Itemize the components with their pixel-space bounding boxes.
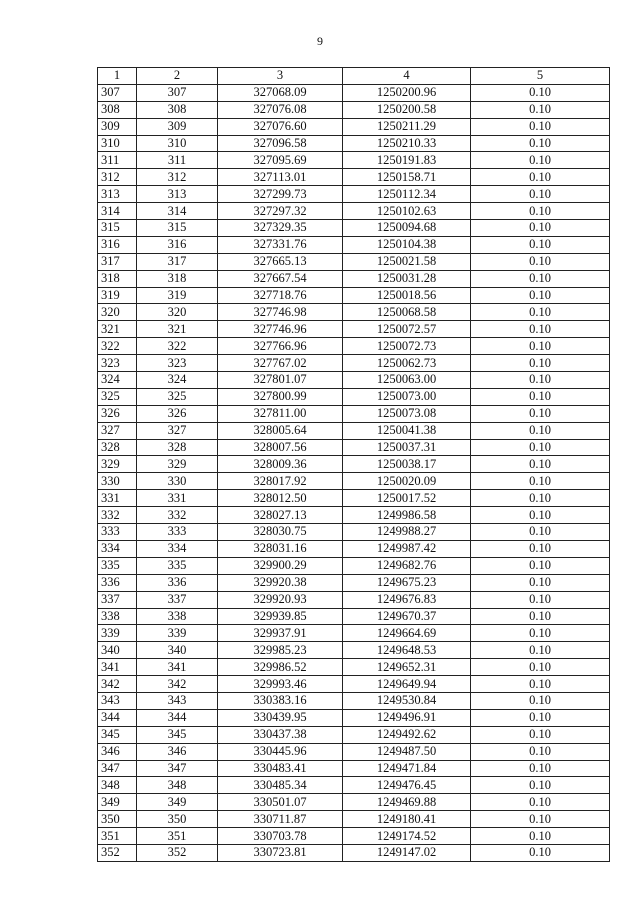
table-cell: 328027.13 <box>218 507 343 524</box>
table-row <box>98 101 610 118</box>
table-cell: 317 <box>98 253 137 270</box>
table-cell: 307 <box>137 84 218 101</box>
table-row <box>98 405 610 422</box>
table-cell: 1249492.62 <box>343 726 471 743</box>
header-row <box>98 68 610 85</box>
table-cell: 348 <box>137 777 218 794</box>
table-cell: 0.10 <box>471 540 610 557</box>
table-cell: 1249471.84 <box>343 760 471 777</box>
table-cell: 1249676.83 <box>343 591 471 608</box>
table-cell: 0.10 <box>471 828 610 845</box>
table-cell: 334 <box>98 540 137 557</box>
table-cell: 315 <box>98 220 137 237</box>
table-row <box>98 659 610 676</box>
table-body <box>98 84 610 861</box>
table-cell: 329937.91 <box>218 625 343 642</box>
table-cell: 349 <box>137 794 218 811</box>
table-cell: 328005.64 <box>218 422 343 439</box>
table-cell: 1250031.28 <box>343 270 471 287</box>
table-cell: 327329.35 <box>218 220 343 237</box>
table-row <box>98 490 610 507</box>
table-cell: 1250073.08 <box>343 405 471 422</box>
table-cell: 330483.41 <box>218 760 343 777</box>
table-row <box>98 524 610 541</box>
table-row <box>98 811 610 828</box>
table-cell: 319 <box>137 287 218 304</box>
table-cell: 327095.69 <box>218 152 343 169</box>
table-cell: 352 <box>137 844 218 861</box>
table-cell: 342 <box>98 676 137 693</box>
table-cell: 1250210.33 <box>343 135 471 152</box>
table-cell: 323 <box>137 355 218 372</box>
table-cell: 328017.92 <box>218 473 343 490</box>
table-row <box>98 844 610 861</box>
table-cell: 336 <box>98 574 137 591</box>
table-cell: 341 <box>137 659 218 676</box>
table-cell: 0.10 <box>471 625 610 642</box>
table-cell: 1249530.84 <box>343 692 471 709</box>
table-cell: 340 <box>98 642 137 659</box>
table-cell: 0.10 <box>471 270 610 287</box>
table-cell: 345 <box>98 726 137 743</box>
table-row <box>98 828 610 845</box>
table-cell: 344 <box>137 709 218 726</box>
table-cell: 0.10 <box>471 692 610 709</box>
table-cell: 1249476.45 <box>343 777 471 794</box>
table-cell: 1249649.94 <box>343 676 471 693</box>
table-cell: 1250094.68 <box>343 220 471 237</box>
table-cell: 0.10 <box>471 439 610 456</box>
table-cell: 318 <box>98 270 137 287</box>
table-cell: 328 <box>98 439 137 456</box>
table-cell: 328 <box>137 439 218 456</box>
table-cell: 338 <box>98 608 137 625</box>
table-cell: 329920.93 <box>218 591 343 608</box>
table-cell: 0.10 <box>471 169 610 186</box>
table-cell: 0.10 <box>471 372 610 389</box>
table-cell: 0.10 <box>471 760 610 777</box>
table-row <box>98 591 610 608</box>
table-cell: 327068.09 <box>218 84 343 101</box>
table-row <box>98 642 610 659</box>
table-cell: 0.10 <box>471 422 610 439</box>
table-cell: 327667.54 <box>218 270 343 287</box>
table-cell: 330383.16 <box>218 692 343 709</box>
table-cell: 1250200.96 <box>343 84 471 101</box>
table-cell: 327331.76 <box>218 236 343 253</box>
table-cell: 333 <box>137 524 218 541</box>
table-cell: 312 <box>98 169 137 186</box>
table-cell: 1250200.58 <box>343 101 471 118</box>
table-cell: 1250191.83 <box>343 152 471 169</box>
page-number: 9 <box>317 34 323 48</box>
table-cell: 327800.99 <box>218 388 343 405</box>
table-cell: 317 <box>137 253 218 270</box>
table-cell: 313 <box>98 186 137 203</box>
table-cell: 332 <box>98 507 137 524</box>
table-row <box>98 152 610 169</box>
column-header: 1 <box>98 68 137 85</box>
table-cell: 316 <box>137 236 218 253</box>
table-cell: 1250068.58 <box>343 304 471 321</box>
table-cell: 310 <box>137 135 218 152</box>
table-cell: 328007.56 <box>218 439 343 456</box>
table-cell: 0.10 <box>471 101 610 118</box>
table-row <box>98 203 610 220</box>
table-cell: 321 <box>137 321 218 338</box>
table-cell: 327746.98 <box>218 304 343 321</box>
table-cell: 327801.07 <box>218 372 343 389</box>
table-cell: 1249988.27 <box>343 524 471 541</box>
coordinates-table <box>97 67 610 862</box>
table-cell: 329993.46 <box>218 676 343 693</box>
table-row <box>98 270 610 287</box>
table-row <box>98 321 610 338</box>
table-cell: 0.10 <box>471 220 610 237</box>
table-cell: 0.10 <box>471 355 610 372</box>
column-header: 5 <box>471 68 610 85</box>
table-cell: 327113.01 <box>218 169 343 186</box>
table-cell: 313 <box>137 186 218 203</box>
table-cell: 326 <box>98 405 137 422</box>
column-header: 4 <box>343 68 471 85</box>
table-cell: 321 <box>98 321 137 338</box>
table-cell: 330485.34 <box>218 777 343 794</box>
table-cell: 327299.73 <box>218 186 343 203</box>
table-cell: 343 <box>98 692 137 709</box>
table-cell: 0.10 <box>471 844 610 861</box>
table-cell: 0.10 <box>471 152 610 169</box>
table-cell: 327076.08 <box>218 101 343 118</box>
table-row <box>98 625 610 642</box>
table-cell: 1249652.31 <box>343 659 471 676</box>
table-cell: 348 <box>98 777 137 794</box>
table-cell: 318 <box>137 270 218 287</box>
table-cell: 331 <box>98 490 137 507</box>
table-cell: 1250021.58 <box>343 253 471 270</box>
table-cell: 343 <box>137 692 218 709</box>
table-cell: 342 <box>137 676 218 693</box>
table-cell: 352 <box>98 844 137 861</box>
table-cell: 0.10 <box>471 405 610 422</box>
table-row <box>98 355 610 372</box>
table-cell: 327811.00 <box>218 405 343 422</box>
table-cell: 1250211.29 <box>343 118 471 135</box>
table-cell: 327746.96 <box>218 321 343 338</box>
table-cell: 327076.60 <box>218 118 343 135</box>
table-row <box>98 760 610 777</box>
table-cell: 1250020.09 <box>343 473 471 490</box>
table-cell: 0.10 <box>471 203 610 220</box>
table-cell: 322 <box>137 338 218 355</box>
table-cell: 1249986.58 <box>343 507 471 524</box>
table-cell: 0.10 <box>471 236 610 253</box>
table-cell: 1250063.00 <box>343 372 471 389</box>
table-row <box>98 557 610 574</box>
table-cell: 328009.36 <box>218 456 343 473</box>
table-cell: 307 <box>98 84 137 101</box>
table-cell: 0.10 <box>471 338 610 355</box>
table-row <box>98 777 610 794</box>
table-cell: 1249496.91 <box>343 709 471 726</box>
table-cell: 316 <box>98 236 137 253</box>
table-row <box>98 338 610 355</box>
table-cell: 1249664.69 <box>343 625 471 642</box>
table-cell: 327096.58 <box>218 135 343 152</box>
table-cell: 1250072.57 <box>343 321 471 338</box>
table-cell: 340 <box>137 642 218 659</box>
table-row <box>98 169 610 186</box>
table-cell: 0.10 <box>471 574 610 591</box>
table-row <box>98 422 610 439</box>
table-cell: 322 <box>98 338 137 355</box>
table-cell: 0.10 <box>471 388 610 405</box>
table-cell: 346 <box>137 743 218 760</box>
table-row <box>98 220 610 237</box>
table-cell: 327766.96 <box>218 338 343 355</box>
table-cell: 330 <box>98 473 137 490</box>
table-cell: 1249180.41 <box>343 811 471 828</box>
table-cell: 1250017.52 <box>343 490 471 507</box>
table-cell: 311 <box>137 152 218 169</box>
table-cell: 330445.96 <box>218 743 343 760</box>
table-cell: 0.10 <box>471 456 610 473</box>
table-cell: 310 <box>98 135 137 152</box>
table-row <box>98 574 610 591</box>
table-cell: 327767.02 <box>218 355 343 372</box>
table-cell: 1249469.88 <box>343 794 471 811</box>
table-cell: 0.10 <box>471 287 610 304</box>
table-cell: 329939.85 <box>218 608 343 625</box>
table-cell: 351 <box>137 828 218 845</box>
table-cell: 329986.52 <box>218 659 343 676</box>
table-cell: 0.10 <box>471 304 610 321</box>
table-cell: 319 <box>98 287 137 304</box>
table-row <box>98 236 610 253</box>
table-cell: 327665.13 <box>218 253 343 270</box>
table-cell: 0.10 <box>471 321 610 338</box>
table-row <box>98 456 610 473</box>
table-cell: 1250018.56 <box>343 287 471 304</box>
column-header: 3 <box>218 68 343 85</box>
table-cell: 0.10 <box>471 84 610 101</box>
table-row <box>98 743 610 760</box>
table-cell: 0.10 <box>471 794 610 811</box>
table-cell: 312 <box>137 169 218 186</box>
table-cell: 0.10 <box>471 642 610 659</box>
table-cell: 345 <box>137 726 218 743</box>
table-row <box>98 186 610 203</box>
table-cell: 1249147.02 <box>343 844 471 861</box>
table-cell: 0.10 <box>471 473 610 490</box>
table-cell: 326 <box>137 405 218 422</box>
table-cell: 337 <box>137 591 218 608</box>
table-cell: 0.10 <box>471 524 610 541</box>
table-cell: 0.10 <box>471 507 610 524</box>
table-cell: 0.10 <box>471 743 610 760</box>
table-cell: 339 <box>137 625 218 642</box>
table-cell: 336 <box>137 574 218 591</box>
table-cell: 337 <box>98 591 137 608</box>
table-cell: 330501.07 <box>218 794 343 811</box>
table-cell: 1249648.53 <box>343 642 471 659</box>
table-cell: 309 <box>137 118 218 135</box>
table-cell: 0.10 <box>471 490 610 507</box>
table-cell: 339 <box>98 625 137 642</box>
table-cell: 325 <box>98 388 137 405</box>
table-cell: 0.10 <box>471 777 610 794</box>
table-cell: 324 <box>98 372 137 389</box>
table-row <box>98 253 610 270</box>
table-row <box>98 692 610 709</box>
table-row <box>98 473 610 490</box>
table-row <box>98 794 610 811</box>
table-row <box>98 676 610 693</box>
table-cell: 1250073.00 <box>343 388 471 405</box>
table-cell: 331 <box>137 490 218 507</box>
table-row <box>98 709 610 726</box>
table-row <box>98 372 610 389</box>
table-cell: 350 <box>137 811 218 828</box>
table-cell: 1249682.76 <box>343 557 471 574</box>
table-cell: 1250158.71 <box>343 169 471 186</box>
table-cell: 320 <box>137 304 218 321</box>
table-cell: 1250102.63 <box>343 203 471 220</box>
table-cell: 320 <box>98 304 137 321</box>
table-row <box>98 540 610 557</box>
table-cell: 334 <box>137 540 218 557</box>
table-cell: 323 <box>98 355 137 372</box>
table-row <box>98 287 610 304</box>
table-cell: 329920.38 <box>218 574 343 591</box>
table-cell: 1249675.23 <box>343 574 471 591</box>
table-cell: 351 <box>98 828 137 845</box>
table-cell: 0.10 <box>471 811 610 828</box>
table-row <box>98 118 610 135</box>
table-cell: 329 <box>137 456 218 473</box>
table-cell: 0.10 <box>471 186 610 203</box>
table-cell: 0.10 <box>471 591 610 608</box>
table-cell: 347 <box>98 760 137 777</box>
table-cell: 346 <box>98 743 137 760</box>
table-cell: 1250041.38 <box>343 422 471 439</box>
table-header <box>98 68 610 85</box>
table-cell: 0.10 <box>471 557 610 574</box>
table-cell: 1250037.31 <box>343 439 471 456</box>
table-cell: 315 <box>137 220 218 237</box>
table-cell: 330 <box>137 473 218 490</box>
table-cell: 347 <box>137 760 218 777</box>
table-cell: 1249487.50 <box>343 743 471 760</box>
table-cell: 327297.32 <box>218 203 343 220</box>
column-header: 2 <box>137 68 218 85</box>
table-cell: 327718.76 <box>218 287 343 304</box>
table-row <box>98 388 610 405</box>
table-cell: 325 <box>137 388 218 405</box>
table-cell: 349 <box>98 794 137 811</box>
table-cell: 327 <box>137 422 218 439</box>
table-row <box>98 726 610 743</box>
table-cell: 0.10 <box>471 135 610 152</box>
table-cell: 0.10 <box>471 118 610 135</box>
table-cell: 344 <box>98 709 137 726</box>
table-cell: 350 <box>98 811 137 828</box>
table-row <box>98 608 610 625</box>
table-cell: 308 <box>137 101 218 118</box>
table-cell: 330703.78 <box>218 828 343 845</box>
table-cell: 327 <box>98 422 137 439</box>
table-cell: 1250072.73 <box>343 338 471 355</box>
table-cell: 328030.75 <box>218 524 343 541</box>
table-cell: 1250038.17 <box>343 456 471 473</box>
table-cell: 1250104.38 <box>343 236 471 253</box>
table-cell: 330437.38 <box>218 726 343 743</box>
table-cell: 1249987.42 <box>343 540 471 557</box>
table-cell: 324 <box>137 372 218 389</box>
table-cell: 1250062.73 <box>343 355 471 372</box>
table-cell: 333 <box>98 524 137 541</box>
table-row <box>98 507 610 524</box>
table-cell: 338 <box>137 608 218 625</box>
table-cell: 309 <box>98 118 137 135</box>
table-cell: 329985.23 <box>218 642 343 659</box>
table-cell: 328012.50 <box>218 490 343 507</box>
table-cell: 329900.29 <box>218 557 343 574</box>
table-cell: 0.10 <box>471 726 610 743</box>
table-cell: 329 <box>98 456 137 473</box>
table-row <box>98 304 610 321</box>
table-cell: 0.10 <box>471 659 610 676</box>
table-cell: 0.10 <box>471 253 610 270</box>
table-cell: 330711.87 <box>218 811 343 828</box>
table-row <box>98 439 610 456</box>
table-cell: 308 <box>98 101 137 118</box>
table-cell: 1249174.52 <box>343 828 471 845</box>
table-cell: 0.10 <box>471 676 610 693</box>
table-cell: 1250112.34 <box>343 186 471 203</box>
table-cell: 332 <box>137 507 218 524</box>
table-cell: 330723.81 <box>218 844 343 861</box>
table-cell: 1249670.37 <box>343 608 471 625</box>
table-cell: 335 <box>98 557 137 574</box>
table-cell: 314 <box>137 203 218 220</box>
table-cell: 311 <box>98 152 137 169</box>
table-cell: 314 <box>98 203 137 220</box>
table-cell: 341 <box>98 659 137 676</box>
table-cell: 335 <box>137 557 218 574</box>
table-cell: 330439.95 <box>218 709 343 726</box>
table-cell: 0.10 <box>471 608 610 625</box>
table-cell: 328031.16 <box>218 540 343 557</box>
table-row <box>98 84 610 101</box>
table-row <box>98 135 610 152</box>
table-cell: 0.10 <box>471 709 610 726</box>
